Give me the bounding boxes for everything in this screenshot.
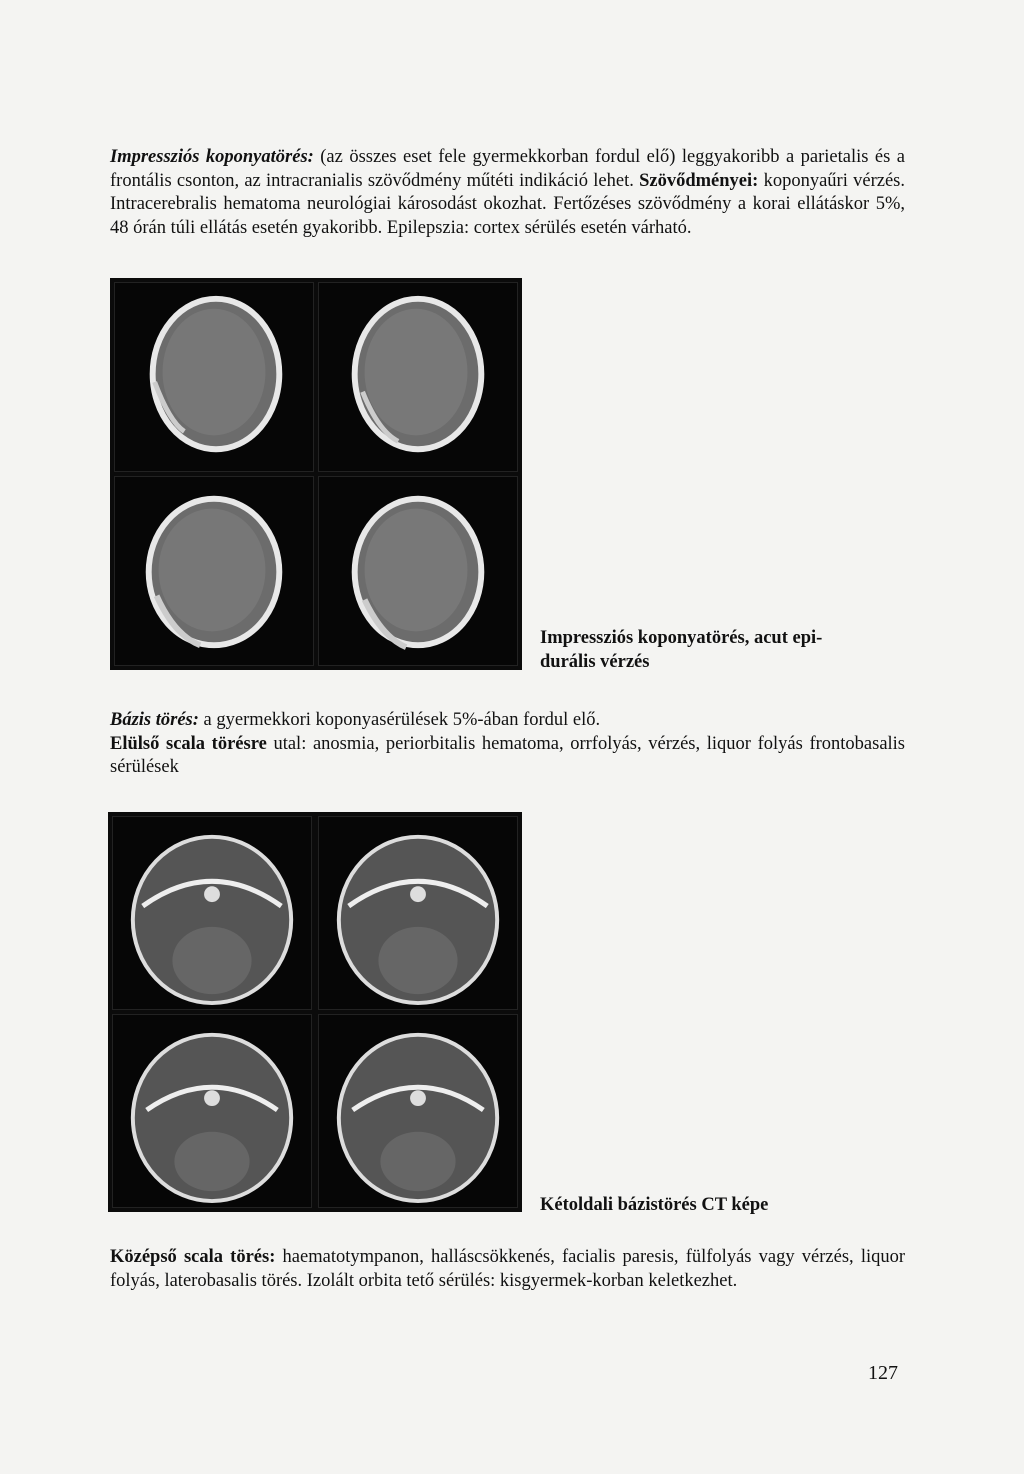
paragraph2-line1 (110, 709, 905, 733)
ct-figure-impression (110, 278, 522, 670)
paragraph-impression-fracture (110, 146, 905, 240)
paragraph1-text2: koponyaűri vérzés. Intracerebralis hematoma neurológiai károsodást okozhat. Fertőzéses szövődmény a korai ellátáskor 5%, 48 órán túli ellátás esetén gyakoribb. Epilepszia: cortex sérülés esetén várható. (110, 170, 905, 238)
page-number: 127 (868, 1362, 898, 1384)
paragraph-base-fracture (110, 709, 905, 780)
term-impression-fracture: Impressziós koponyatörés: (110, 147, 314, 167)
paragraph2-line2 (110, 733, 905, 780)
ct-image (114, 476, 314, 666)
ct-figure-base (108, 812, 522, 1212)
caption-figure1 (540, 626, 910, 674)
label-middle-scala: Középső scala törés: (110, 1247, 276, 1267)
label-complications: Szövődményei: (639, 170, 759, 191)
label-anterior-scala: Elülső scala törésre (110, 733, 267, 754)
term-base-fracture: Bázis törés: (110, 710, 199, 730)
ct-image (112, 816, 312, 1010)
caption-figure1-line2: durális vérzés (540, 652, 650, 672)
ct-image (318, 1014, 518, 1208)
paragraph2-text1: a gyermekkori koponyasérülések 5%-ában fordul elő. (198, 710, 601, 730)
ct-image (318, 816, 518, 1010)
paragraph3-text1: haematotympanon, halláscsökkenés, facialis paresis, fülfolyás vagy vérzés, liquor folyás, laterobasalis törés. Izolált orbita tető sérülés: kisgyermek-korban keletkezhet. (110, 1247, 906, 1291)
caption-figure2: Kétoldali bázistörés CT képe (540, 1195, 769, 1215)
ct-image (318, 476, 518, 666)
ct-image (114, 282, 314, 472)
ct-image (112, 1014, 312, 1208)
paragraph1-text1: (az összes eset fele gyermekkorban fordul elő) leggyakoribb a parietalis és a frontális csonton, az intracranialis szövődmény műtéti indikáció lehet. (110, 147, 905, 191)
ct-image (318, 282, 518, 472)
paragraph-middle-scala (110, 1246, 905, 1293)
caption-figure1-line1: Impressziós koponyatörés, acut epi- (540, 628, 823, 648)
paragraph2-text2: utal: anosmia, periorbitalis hematoma, orrfolyás, vérzés, liquor folyás frontobasalis sérülések (110, 733, 906, 777)
